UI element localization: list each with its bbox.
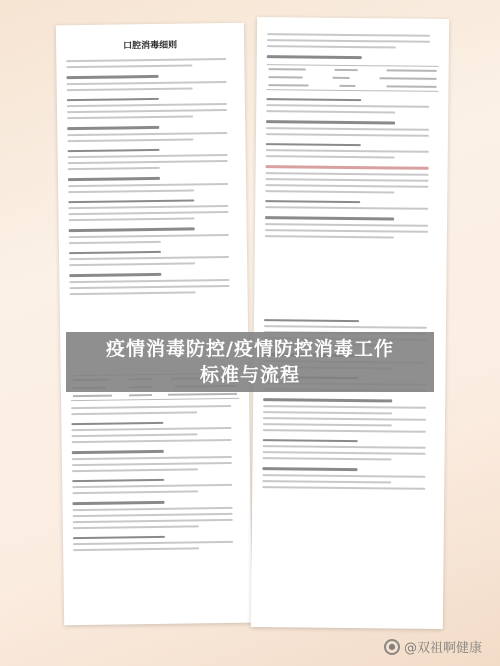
document-title: 口腔消毒细则 bbox=[123, 40, 178, 52]
title-banner bbox=[66, 332, 434, 392]
document-table-right bbox=[266, 64, 438, 92]
document-page-right bbox=[251, 17, 449, 629]
watermark-text: @双祖啊健康 bbox=[403, 641, 482, 656]
document-body-left bbox=[56, 58, 247, 295]
document-page-left bbox=[56, 23, 252, 626]
logo-icon: ● bbox=[384, 639, 400, 655]
document-body-right bbox=[257, 17, 449, 60]
watermark bbox=[384, 637, 482, 656]
banner-title: 疫情消毒防控/疫情防控消毒工作标准与流程 bbox=[106, 338, 394, 386]
